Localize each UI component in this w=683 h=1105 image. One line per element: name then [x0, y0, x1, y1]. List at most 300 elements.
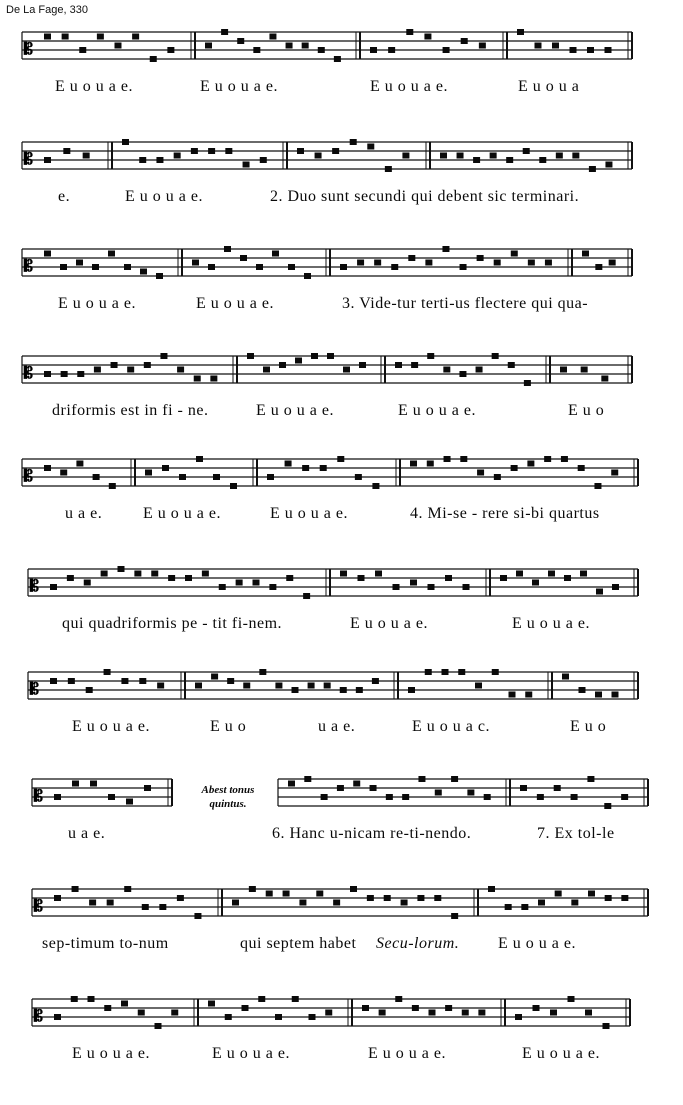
note-head — [550, 1010, 557, 1016]
note-head — [115, 43, 122, 49]
note-head — [121, 1001, 128, 1007]
note-head — [564, 575, 571, 581]
note-head — [605, 47, 612, 53]
note-head — [205, 43, 212, 49]
note-head — [612, 584, 619, 590]
lyric-text: E u o u a e. — [370, 78, 448, 95]
note-head — [243, 683, 250, 689]
lyric-text: E u o u a e. — [256, 402, 334, 419]
note-head — [60, 470, 67, 476]
note-head — [208, 148, 215, 154]
note-head — [579, 687, 586, 693]
note-head — [571, 794, 578, 800]
note-head — [101, 571, 108, 577]
note-head — [395, 362, 402, 368]
note-head — [601, 376, 608, 382]
lyric-text: E u o u a e. — [72, 718, 150, 735]
lyric-text: u a e. — [318, 718, 356, 735]
note-head — [458, 669, 465, 675]
music-system — [0, 775, 683, 885]
note-head — [286, 43, 293, 49]
note-head — [434, 895, 441, 901]
note-head — [509, 692, 516, 698]
note-head — [139, 678, 146, 684]
note-head — [334, 56, 341, 62]
note-head — [388, 47, 395, 53]
note-head — [159, 904, 166, 910]
note-head — [429, 1010, 436, 1016]
note-head — [279, 362, 286, 368]
page-header: De La Fage, 330 — [6, 4, 88, 16]
note-head — [596, 589, 603, 595]
note-head — [479, 43, 486, 49]
note-head — [410, 461, 417, 467]
note-head — [68, 678, 75, 684]
note-head — [340, 687, 347, 693]
lyric-text: E u o u a e. — [143, 505, 221, 522]
note-head — [118, 566, 125, 572]
note-head — [253, 47, 260, 53]
note-head — [353, 781, 360, 787]
note-head — [259, 669, 266, 675]
note-head — [357, 260, 364, 266]
note-head — [297, 148, 304, 154]
note-head — [572, 153, 579, 159]
note-head — [144, 785, 151, 791]
note-head — [144, 362, 151, 368]
lyric-text: 4. Mi-se - rere si-bi quartus — [410, 505, 600, 522]
note-head — [89, 900, 96, 906]
note-head — [581, 367, 588, 373]
note-head — [71, 996, 78, 1002]
note-head — [76, 260, 83, 266]
note-head — [427, 353, 434, 359]
note-head — [292, 687, 299, 693]
note-head — [111, 362, 118, 368]
note-head — [408, 255, 415, 261]
note-head — [256, 264, 263, 270]
note-head — [571, 900, 578, 906]
lyric-text: 2. Duo sunt secundi qui debent sic terminari. — [270, 188, 580, 205]
lyric-text: E u o u a e. — [270, 505, 348, 522]
note-head — [236, 580, 243, 586]
note-head — [208, 264, 215, 270]
note-head — [230, 483, 237, 489]
note-head — [539, 157, 546, 163]
clef-icon: 𝄡 — [24, 466, 33, 485]
note-head — [266, 891, 273, 897]
note-head — [243, 162, 250, 168]
note-head — [587, 776, 594, 782]
note-head — [552, 43, 559, 49]
note-head — [462, 1010, 469, 1016]
note-head — [237, 38, 244, 44]
note-head — [424, 34, 431, 40]
note-head — [54, 1014, 61, 1020]
note-head — [476, 367, 483, 373]
note-head — [138, 1010, 145, 1016]
note-head — [457, 153, 464, 159]
note-head — [401, 900, 408, 906]
clef-icon: 𝄡 — [34, 1006, 43, 1025]
note-head — [192, 260, 199, 266]
note-head — [97, 34, 104, 40]
note-head — [263, 367, 270, 373]
note-head — [308, 683, 315, 689]
note-head — [475, 683, 482, 689]
music-system — [0, 138, 683, 248]
note-head — [435, 790, 442, 796]
note-head — [524, 380, 531, 386]
note-head — [108, 794, 115, 800]
note-head — [459, 371, 466, 377]
clef-icon: 𝄡 — [34, 896, 43, 915]
lyric-text: E u o — [568, 402, 605, 419]
note-head — [612, 692, 619, 698]
note-head — [444, 456, 451, 462]
note-head — [285, 461, 292, 467]
note-head — [142, 904, 149, 910]
note-head — [124, 886, 131, 892]
lyric-text: E u o — [210, 718, 247, 735]
note-head — [327, 353, 334, 359]
note-head — [460, 264, 467, 270]
note-head — [492, 353, 499, 359]
note-head — [528, 260, 535, 266]
note-head — [532, 580, 539, 586]
lyric-text: E u o u a e. — [398, 402, 476, 419]
clef-icon: 𝄡 — [24, 363, 33, 382]
note-head — [157, 683, 164, 689]
note-head — [425, 669, 432, 675]
lyric-text: E u o u a e. — [200, 78, 278, 95]
note-head — [605, 162, 612, 168]
note-head — [460, 456, 467, 462]
note-head — [225, 1014, 232, 1020]
note-head — [194, 376, 201, 382]
music-system — [0, 995, 683, 1105]
lyric-text: E u o u a — [518, 78, 580, 95]
note-head — [292, 996, 299, 1002]
note-head — [359, 362, 366, 368]
note-head — [408, 687, 415, 693]
note-head — [494, 474, 501, 480]
note-head — [538, 900, 545, 906]
note-head — [417, 895, 424, 901]
music-system — [0, 565, 683, 675]
note-head — [412, 1005, 419, 1011]
note-head — [333, 900, 340, 906]
clef-icon: 𝄡 — [24, 149, 33, 168]
note-head — [191, 148, 198, 154]
note-head — [83, 153, 90, 159]
note-head — [515, 1014, 522, 1020]
note-head — [355, 474, 362, 480]
note-head — [418, 776, 425, 782]
note-head — [126, 799, 133, 805]
lyric-text: E u o u a e. — [58, 295, 136, 312]
note-head — [156, 273, 163, 279]
note-head — [155, 1023, 162, 1029]
note-head — [54, 794, 61, 800]
note-head — [442, 669, 449, 675]
note-head — [537, 794, 544, 800]
lyric-text: E u o u a e. — [368, 1045, 446, 1062]
note-head — [208, 1001, 215, 1007]
lyric-text: E u o u a e. — [212, 1045, 290, 1062]
note-head — [168, 575, 175, 581]
note-head — [604, 803, 611, 809]
note-head — [93, 474, 100, 480]
note-head — [545, 260, 552, 266]
lyric-text: e. — [58, 188, 71, 205]
note-head — [303, 593, 310, 599]
note-head — [367, 144, 374, 150]
note-head — [288, 781, 295, 787]
note-head — [427, 461, 434, 467]
note-head — [570, 47, 577, 53]
note-head — [568, 996, 575, 1002]
note-head — [587, 47, 594, 53]
note-head — [219, 584, 226, 590]
music-system — [0, 245, 683, 355]
note-head — [621, 794, 628, 800]
note-head — [299, 900, 306, 906]
note-head — [253, 580, 260, 586]
note-head — [473, 157, 480, 163]
note-head — [508, 362, 515, 368]
note-head — [44, 465, 51, 471]
lyric-text: E u o u a c. — [412, 718, 490, 735]
note-head — [275, 1014, 282, 1020]
note-head — [121, 678, 128, 684]
lyric-text: E u o u a e. — [522, 1045, 600, 1062]
note-head — [511, 251, 518, 257]
lyric-text: E u o u a e. — [498, 935, 576, 952]
note-head — [311, 353, 318, 359]
note-head — [72, 886, 79, 892]
note-head — [492, 669, 499, 675]
note-head — [527, 461, 534, 467]
note-head — [494, 260, 501, 266]
note-head — [44, 371, 51, 377]
lyric-text: qui septem habet — [240, 935, 357, 952]
lyric-text: E u o u a e. — [55, 78, 133, 95]
note-head — [358, 575, 365, 581]
note-head — [533, 1005, 540, 1011]
note-head — [461, 38, 468, 44]
note-head — [242, 1005, 249, 1011]
lyric-text: Secu-lorum. — [376, 935, 460, 952]
note-head — [260, 157, 267, 163]
note-head — [316, 891, 323, 897]
note-head — [556, 153, 563, 159]
note-head — [247, 353, 254, 359]
lyric-text: sep-timum to-num — [42, 935, 169, 952]
note-head — [286, 575, 293, 581]
note-head — [44, 251, 51, 257]
note-head — [445, 1005, 452, 1011]
note-head — [267, 474, 274, 480]
note-head — [318, 47, 325, 53]
note-head — [385, 166, 392, 172]
note-head — [194, 913, 201, 919]
music-system — [0, 28, 683, 138]
note-head — [477, 255, 484, 261]
note-head — [179, 474, 186, 480]
note-head — [370, 47, 377, 53]
note-head — [350, 139, 357, 145]
note-head — [402, 153, 409, 159]
note-head — [594, 483, 601, 489]
note-head — [213, 474, 220, 480]
note-head — [386, 794, 393, 800]
lyric-text: driformis est in fi - ne. — [52, 402, 209, 419]
note-head — [535, 43, 542, 49]
note-head — [517, 29, 524, 35]
note-head — [523, 148, 530, 154]
note-head — [283, 891, 290, 897]
note-head — [185, 575, 192, 581]
note-head — [232, 900, 239, 906]
note-head — [343, 367, 350, 373]
note-head — [224, 246, 231, 252]
note-head — [195, 683, 202, 689]
note-head — [595, 692, 602, 698]
note-head — [520, 785, 527, 791]
note-head — [337, 785, 344, 791]
clef-icon: 𝄡 — [30, 679, 39, 698]
note-head — [411, 362, 418, 368]
lyric-text: qui quadriformis pe - tit fi-nem. — [62, 615, 283, 632]
note-head — [54, 895, 61, 901]
note-head — [145, 470, 152, 476]
note-head — [589, 166, 596, 172]
note-head — [77, 371, 84, 377]
lyric-text: E u o u a e. — [196, 295, 274, 312]
note-head — [605, 895, 612, 901]
note-head — [442, 246, 449, 252]
note-head — [160, 353, 167, 359]
note-head — [177, 895, 184, 901]
note-head — [350, 886, 357, 892]
note-head — [151, 571, 158, 577]
note-head — [324, 683, 331, 689]
note-head — [92, 264, 99, 270]
lyric-text: E u o u a e. — [350, 615, 428, 632]
note-head — [393, 584, 400, 590]
note-head — [370, 785, 377, 791]
note-head — [484, 794, 491, 800]
note-head — [443, 367, 450, 373]
note-head — [391, 264, 398, 270]
annotation-line: Abest tonus — [201, 784, 255, 796]
note-head — [67, 575, 74, 581]
note-head — [109, 483, 116, 489]
note-head — [367, 895, 374, 901]
note-head — [402, 794, 409, 800]
note-head — [227, 678, 234, 684]
note-head — [340, 264, 347, 270]
note-head — [174, 153, 181, 159]
note-head — [374, 260, 381, 266]
note-head — [90, 781, 97, 787]
note-head — [505, 904, 512, 910]
note-head — [309, 1014, 316, 1020]
note-head — [44, 157, 51, 163]
note-head — [272, 251, 279, 257]
lyric-text: E u o u a e. — [72, 1045, 150, 1062]
note-head — [132, 34, 139, 40]
note-head — [525, 692, 532, 698]
note-head — [379, 1010, 386, 1016]
note-head — [302, 465, 309, 471]
note-head — [61, 371, 68, 377]
note-head — [356, 687, 363, 693]
note-head — [140, 269, 147, 275]
note-head — [611, 470, 618, 476]
note-head — [304, 776, 311, 782]
note-head — [44, 34, 51, 40]
note-head — [506, 157, 513, 163]
note-head — [467, 790, 474, 796]
annotation-line: quintus. — [209, 798, 247, 810]
note-head — [595, 264, 602, 270]
note-head — [50, 678, 57, 684]
note-head — [451, 913, 458, 919]
lyric-text: 3. Vide-tur terti-us flectere qui qua- — [342, 295, 589, 312]
note-head — [560, 367, 567, 373]
note-head — [555, 891, 562, 897]
note-head — [477, 470, 484, 476]
note-head — [275, 683, 282, 689]
note-head — [582, 251, 589, 257]
note-head — [332, 148, 339, 154]
note-head — [302, 43, 309, 49]
note-head — [249, 886, 256, 892]
note-head — [443, 47, 450, 53]
note-head — [395, 996, 402, 1002]
note-head — [372, 678, 379, 684]
note-head — [315, 153, 322, 159]
lyric-text: 6. Hanc u-nicam re-ti-nendo. — [272, 825, 472, 842]
note-head — [320, 465, 327, 471]
note-head — [544, 456, 551, 462]
note-head — [425, 260, 432, 266]
note-head — [79, 47, 86, 53]
note-head — [621, 895, 628, 901]
note-head — [134, 571, 141, 577]
note-head — [108, 251, 115, 257]
note-head — [340, 571, 347, 577]
note-head — [72, 781, 79, 787]
note-head — [84, 580, 91, 586]
note-head — [554, 785, 561, 791]
lyric-text: 7. Ex tol-le — [537, 825, 615, 842]
note-head — [588, 891, 595, 897]
note-head — [321, 794, 328, 800]
note-head — [258, 996, 265, 1002]
note-head — [269, 584, 276, 590]
note-head — [210, 376, 217, 382]
note-head — [406, 29, 413, 35]
clef-icon: 𝄡 — [24, 39, 33, 58]
note-head — [445, 575, 452, 581]
note-head — [609, 260, 616, 266]
clef-icon: 𝄡 — [34, 786, 43, 805]
note-head — [211, 674, 218, 680]
lyric-text: E u o u a e. — [125, 188, 203, 205]
